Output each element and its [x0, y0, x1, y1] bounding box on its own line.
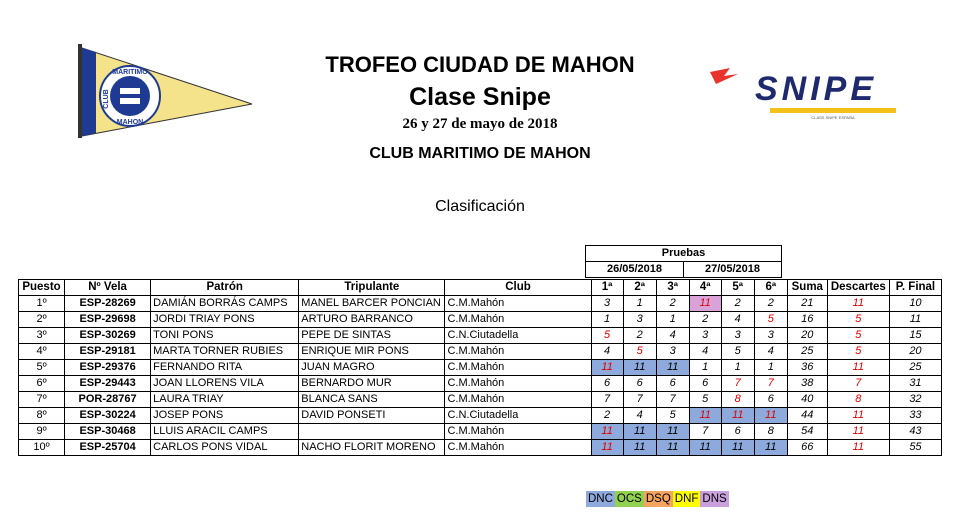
cell-tripulante: BERNARDO MUR — [299, 376, 445, 392]
results-table — [18, 279, 942, 456]
cell-vela: ESP-29443 — [65, 376, 151, 392]
cell-tripulante — [299, 424, 445, 440]
cell-race-2: 2 — [623, 328, 656, 344]
cell-race-3: 1 — [656, 312, 689, 328]
cell-race-6: 8 — [754, 424, 787, 440]
col-race-4: 4ª — [689, 280, 721, 296]
cell-puesto: 2º — [19, 312, 65, 328]
cell-race-5: 11 — [721, 440, 754, 456]
cell-race-4: 7 — [689, 424, 721, 440]
cell-race-3: 2 — [656, 296, 689, 312]
penalty-legend — [586, 491, 729, 507]
cell-vela: ESP-30468 — [65, 424, 151, 440]
cell-race-1: 1 — [591, 312, 623, 328]
cell-patron: JOSEP PONS — [151, 408, 299, 424]
cell-suma: 38 — [787, 376, 827, 392]
cell-final: 33 — [889, 408, 941, 424]
cell-club: C.M.Mahón — [445, 440, 591, 456]
cell-puesto: 6º — [19, 376, 65, 392]
cell-race-4: 11 — [689, 296, 721, 312]
cell-race-4: 6 — [689, 376, 721, 392]
cell-race-5: 11 — [721, 408, 754, 424]
cell-tripulante: DAVID PONSETI — [299, 408, 445, 424]
cell-tripulante: ARTURO BARRANCO — [299, 312, 445, 328]
cell-final: 10 — [889, 296, 941, 312]
cell-race-3: 11 — [656, 440, 689, 456]
snipe-tagline: CLASS SNIPE ESPAÑA — [811, 115, 855, 120]
cell-race-5: 6 — [721, 424, 754, 440]
cell-race-5: 5 — [721, 344, 754, 360]
cell-race-1: 3 — [591, 296, 623, 312]
cell-vela: ESP-30224 — [65, 408, 151, 424]
cell-club: C.M.Mahón — [445, 344, 591, 360]
cell-race-1: 11 — [591, 360, 623, 376]
snipe-wordmark: SNIPE — [754, 70, 878, 108]
cell-descartes: 8 — [827, 392, 889, 408]
col-race-1: 1ª — [591, 280, 623, 296]
table-row — [19, 392, 942, 408]
cell-final: 43 — [889, 424, 941, 440]
cell-descartes: 5 — [827, 344, 889, 360]
cell-descartes: 5 — [827, 312, 889, 328]
cell-club: C.M.Mahón — [445, 392, 591, 408]
table-row — [19, 344, 942, 360]
cell-club: C.M.Mahón — [445, 424, 591, 440]
cell-race-6: 11 — [754, 408, 787, 424]
cell-patron: LAURA TRIAY — [151, 392, 299, 408]
cell-tripulante: NACHO FLORIT MORENO — [299, 440, 445, 456]
cell-descartes: 7 — [827, 376, 889, 392]
cell-race-2: 11 — [623, 440, 656, 456]
cell-suma: 16 — [787, 312, 827, 328]
day2-date: 27/05/2018 — [684, 262, 782, 278]
cell-suma: 66 — [787, 440, 827, 456]
cell-tripulante: PEPE DE SINTAS — [299, 328, 445, 344]
event-title: TROFEO CIUDAD DE MAHON — [325, 52, 635, 77]
logo-ring-top-text: MARITIMO — [112, 69, 148, 76]
cell-final: 20 — [889, 344, 941, 360]
cell-race-4: 5 — [689, 392, 721, 408]
col-race-2: 2ª — [623, 280, 656, 296]
cell-race-5: 2 — [721, 296, 754, 312]
cell-puesto: 9º — [19, 424, 65, 440]
cell-race-5: 1 — [721, 360, 754, 376]
cell-descartes: 5 — [827, 328, 889, 344]
cell-race-2: 4 — [623, 408, 656, 424]
cell-race-3: 3 — [656, 344, 689, 360]
cell-race-3: 6 — [656, 376, 689, 392]
cell-patron: MARTA TORNER RUBIES — [151, 344, 299, 360]
day1-date: 26/05/2018 — [586, 262, 684, 278]
cell-race-2: 5 — [623, 344, 656, 360]
legend-ocs: OCS — [616, 493, 642, 505]
cell-race-3: 11 — [656, 360, 689, 376]
cell-vela: ESP-30269 — [65, 328, 151, 344]
cell-suma: 36 — [787, 360, 827, 376]
cell-final: 31 — [889, 376, 941, 392]
cell-final: 15 — [889, 328, 941, 344]
section-title: Clasificación — [435, 198, 525, 215]
col-final: P. Final — [889, 280, 941, 296]
cell-descartes: 11 — [827, 296, 889, 312]
cell-suma: 25 — [787, 344, 827, 360]
cell-vela: ESP-25704 — [65, 440, 151, 456]
table-row — [19, 296, 942, 312]
table-row — [19, 424, 942, 440]
cell-club: C.N.Ciutadella — [445, 408, 591, 424]
cell-race-5: 7 — [721, 376, 754, 392]
cell-descartes: 11 — [827, 408, 889, 424]
col-race-5: 5ª — [721, 280, 754, 296]
header-row — [19, 280, 942, 296]
cell-race-6: 2 — [754, 296, 787, 312]
pruebas-header — [585, 245, 782, 278]
cell-race-4: 11 — [689, 440, 721, 456]
cell-vela: ESP-28269 — [65, 296, 151, 312]
legend-dns: DNS — [702, 493, 727, 505]
cell-race-1: 2 — [591, 408, 623, 424]
cell-race-6: 4 — [754, 344, 787, 360]
cell-race-6: 11 — [754, 440, 787, 456]
event-class: Clase Snipe — [409, 83, 551, 111]
cell-race-6: 3 — [754, 328, 787, 344]
cell-final: 25 — [889, 360, 941, 376]
table-row — [19, 440, 942, 456]
cell-race-4: 3 — [689, 328, 721, 344]
cell-suma: 44 — [787, 408, 827, 424]
col-patron: Patrón — [151, 280, 299, 296]
cell-club: C.M.Mahón — [445, 312, 591, 328]
col-tripulante: Tripulante — [299, 280, 445, 296]
cell-race-6: 6 — [754, 392, 787, 408]
cell-final: 55 — [889, 440, 941, 456]
cell-vela: POR-28767 — [65, 392, 151, 408]
col-vela: Nº Vela — [65, 280, 151, 296]
cell-suma: 40 — [787, 392, 827, 408]
col-puesto: Puesto — [19, 280, 65, 296]
legend-dnf: DNF — [674, 493, 699, 505]
cell-suma: 20 — [787, 328, 827, 344]
col-race-6: 6ª — [754, 280, 787, 296]
cell-descartes: 11 — [827, 360, 889, 376]
cell-race-6: 1 — [754, 360, 787, 376]
cell-club: C.N.Ciutadella — [445, 328, 591, 344]
table-row — [19, 360, 942, 376]
cell-race-2: 6 — [623, 376, 656, 392]
cell-puesto: 3º — [19, 328, 65, 344]
cell-race-1: 4 — [591, 344, 623, 360]
table-row — [19, 328, 942, 344]
cell-suma: 54 — [787, 424, 827, 440]
cell-vela: ESP-29698 — [65, 312, 151, 328]
cell-vela: ESP-29376 — [65, 360, 151, 376]
organizing-club: CLUB MARITIMO DE MAHON — [369, 145, 591, 162]
cell-race-1: 11 — [591, 424, 623, 440]
cell-patron: TONI PONS — [151, 328, 299, 344]
cell-patron: JOAN LLORENS VILA — [151, 376, 299, 392]
cell-race-2: 1 — [623, 296, 656, 312]
cell-tripulante: MANEL BARCER PONCIAN — [299, 296, 445, 312]
cell-puesto: 5º — [19, 360, 65, 376]
cell-patron: FERNANDO RITA — [151, 360, 299, 376]
cell-suma: 21 — [787, 296, 827, 312]
table-row — [19, 376, 942, 392]
cell-tripulante: JUAN MAGRO — [299, 360, 445, 376]
cell-patron: JORDI TRIAY PONS — [151, 312, 299, 328]
cell-final: 32 — [889, 392, 941, 408]
table-row — [19, 312, 942, 328]
col-club: Club — [445, 280, 591, 296]
cell-race-5: 4 — [721, 312, 754, 328]
cell-puesto: 8º — [19, 408, 65, 424]
cell-race-3: 5 — [656, 408, 689, 424]
legend-dnc: DNC — [588, 493, 613, 505]
cell-race-1: 7 — [591, 392, 623, 408]
cell-race-4: 2 — [689, 312, 721, 328]
cell-tripulante: ENRIQUE MIR PONS — [299, 344, 445, 360]
cell-descartes: 11 — [827, 440, 889, 456]
event-dates: 26 y 27 de mayo de 2018 — [402, 116, 558, 132]
pruebas-label: Pruebas — [586, 246, 782, 262]
cell-race-5: 8 — [721, 392, 754, 408]
cell-tripulante: BLANCA SANS — [299, 392, 445, 408]
cell-patron: DAMIÁN BORRÁS CAMPS — [151, 296, 299, 312]
cell-race-5: 3 — [721, 328, 754, 344]
col-race-3: 3ª — [656, 280, 689, 296]
cell-race-3: 4 — [656, 328, 689, 344]
cell-race-1: 5 — [591, 328, 623, 344]
cell-puesto: 10º — [19, 440, 65, 456]
cell-race-6: 7 — [754, 376, 787, 392]
cell-race-2: 7 — [623, 392, 656, 408]
logo-ring-bottom-text: MAHON — [116, 119, 144, 126]
cell-puesto: 1º — [19, 296, 65, 312]
logo-ring-left-text: CLUB — [103, 89, 110, 109]
cell-race-4: 4 — [689, 344, 721, 360]
cell-patron: CARLOS PONS VIDAL — [151, 440, 299, 456]
legend-dsq: DSQ — [645, 493, 671, 505]
table-row — [19, 408, 942, 424]
cell-club: C.M.Mahón — [445, 376, 591, 392]
cell-vela: ESP-29181 — [65, 344, 151, 360]
col-descartes: Descartes — [827, 280, 889, 296]
cell-puesto: 4º — [19, 344, 65, 360]
cell-race-2: 3 — [623, 312, 656, 328]
cell-club: C.M.Mahón — [445, 296, 591, 312]
cell-race-1: 11 — [591, 440, 623, 456]
cell-race-6: 5 — [754, 312, 787, 328]
cell-puesto: 7º — [19, 392, 65, 408]
cell-race-3: 7 — [656, 392, 689, 408]
cell-race-2: 11 — [623, 360, 656, 376]
col-suma: Suma — [787, 280, 827, 296]
cell-race-4: 1 — [689, 360, 721, 376]
cell-club: C.M.Mahón — [445, 360, 591, 376]
cell-race-2: 11 — [623, 424, 656, 440]
cell-patron: LLUIS ARACIL CAMPS — [151, 424, 299, 440]
cell-race-4: 11 — [689, 408, 721, 424]
cell-race-3: 11 — [656, 424, 689, 440]
cell-final: 11 — [889, 312, 941, 328]
cell-race-1: 6 — [591, 376, 623, 392]
cell-descartes: 11 — [827, 424, 889, 440]
